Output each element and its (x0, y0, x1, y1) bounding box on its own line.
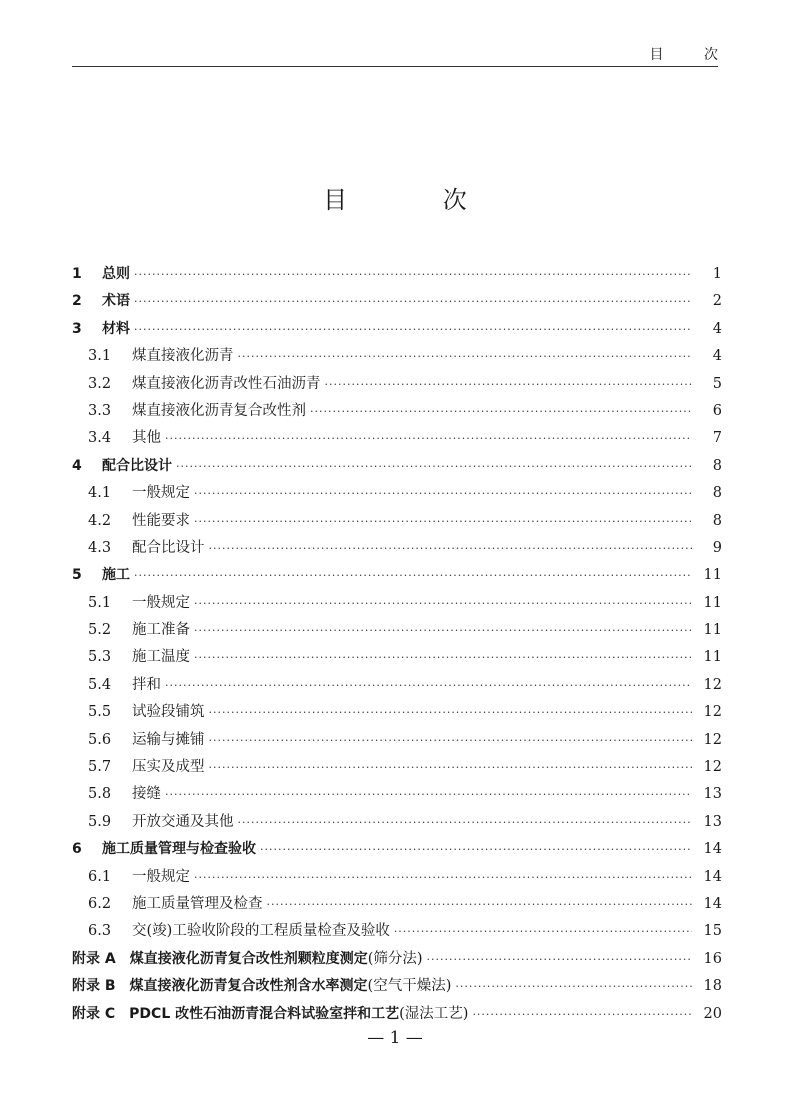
toc-entry-label (130, 973, 452, 1000)
toc-entry-label (132, 535, 205, 562)
toc-entry-number: 5.1 (88, 594, 112, 611)
toc-entry-label (102, 836, 256, 863)
dot-leader (134, 288, 692, 315)
toc-entry-title: 总则 (102, 266, 130, 282)
toc-entry[interactable] (72, 453, 722, 480)
toc-entry[interactable] (72, 590, 722, 617)
toc-entry-title: 其他 (132, 430, 161, 447)
toc-entry-page: 12 (703, 731, 722, 748)
toc-entry-page: 2 (712, 293, 722, 310)
toc-entry-title: 施工质量管理与检查验收 (102, 841, 256, 858)
toc-entry[interactable] (72, 508, 722, 535)
toc-entry-label (132, 343, 234, 370)
page-number: — 1 — (367, 1028, 423, 1048)
toc-entry-number: 3.1 (88, 348, 112, 365)
dot-leader (134, 316, 692, 343)
toc-entry-page: 18 (703, 978, 722, 995)
toc-entry-number: 5.8 (88, 786, 112, 803)
toc-entry-title: PDCL 改性石油沥青混合料试验室拌和工艺 (129, 1005, 400, 1022)
toc-entry-title: 一般规定 (132, 594, 190, 611)
toc-entry-label (132, 918, 390, 945)
toc-entry-number: 6.1 (88, 868, 112, 885)
toc-entry-page: 12 (703, 676, 722, 693)
toc-entry-page: 6 (712, 402, 722, 419)
toc-entry-title: 术语 (102, 293, 130, 310)
toc-entry-page: 13 (703, 786, 722, 803)
dot-leader (238, 343, 693, 370)
toc-entry-number: 5.4 (88, 676, 112, 693)
toc-entry-page: 8 (712, 485, 722, 502)
page-title: 目 次 (323, 186, 511, 214)
toc-entry[interactable] (72, 754, 722, 781)
running-header (72, 44, 736, 67)
toc-entry-label (132, 891, 263, 918)
toc-entry[interactable] (72, 973, 722, 1000)
toc-entry-title: 煤直接液化沥青改性石油沥青 (132, 375, 321, 392)
toc-entry-method: (湿法工艺) (399, 1005, 469, 1022)
toc-entry-label (132, 425, 161, 452)
toc-entry[interactable] (72, 480, 722, 507)
toc-entry-number: 3 (72, 320, 82, 337)
dot-leader (194, 644, 692, 671)
dot-leader (267, 891, 693, 918)
toc-entry-page: 8 (712, 512, 722, 529)
toc-entry-number: 6.2 (88, 895, 112, 912)
running-header-title: 目 次 (649, 47, 736, 63)
toc-entry-title: 拌和 (132, 676, 161, 693)
dot-leader (310, 398, 692, 425)
dot-leader (238, 809, 693, 836)
dot-leader (209, 727, 693, 754)
toc-entry-label (102, 288, 130, 315)
toc-entry-number: 附录 A (72, 950, 116, 967)
dot-leader (165, 781, 692, 808)
toc-entry-label (132, 699, 205, 726)
toc-entry-page: 11 (703, 594, 722, 611)
toc-entry[interactable] (72, 425, 722, 452)
toc-entry[interactable] (72, 918, 722, 945)
toc-entry[interactable] (72, 727, 722, 754)
toc-entry-title: 性能要求 (132, 512, 190, 529)
toc-entry-page: 11 (703, 622, 722, 639)
toc-entry[interactable] (72, 371, 722, 398)
toc-entry-label (102, 316, 130, 343)
toc-entry-page: 14 (703, 841, 722, 858)
toc-entry-label (102, 453, 172, 480)
toc-entry-page: 1 (712, 266, 722, 282)
toc-entry-page: 14 (703, 868, 722, 885)
toc-entry-title: 施工温度 (132, 649, 190, 666)
dot-leader (472, 1001, 692, 1028)
toc-entry[interactable] (72, 535, 722, 562)
toc-entry-number: 5.7 (88, 759, 112, 776)
toc-entry-number: 5.5 (88, 704, 112, 721)
toc-entry-label (132, 781, 161, 808)
toc-entry-number: 6 (72, 841, 82, 858)
toc-entry[interactable] (72, 699, 722, 726)
toc-entry-number: 3.4 (88, 430, 112, 447)
toc-entry[interactable] (72, 891, 722, 918)
toc-entry-title: 交(竣)工验收阶段的工程质量检查及验收 (132, 923, 390, 940)
dot-leader (194, 864, 692, 891)
toc-entry[interactable] (72, 644, 722, 671)
toc-entry-page: 16 (703, 950, 722, 967)
toc-entry-title: 配合比设计 (132, 539, 205, 556)
toc-entry-title: 煤直接液化沥青 (132, 348, 234, 365)
toc-entry-method: (筛分法) (367, 950, 423, 967)
toc-entry-label (132, 864, 190, 891)
dot-leader (325, 371, 693, 398)
toc-entry-number: 3.2 (88, 375, 112, 392)
dot-leader (165, 425, 692, 452)
toc-entry-label (132, 508, 190, 535)
toc-entry[interactable] (72, 1001, 722, 1028)
toc-entry-method: (空气干燥法) (367, 978, 452, 995)
toc-entry-title: 配合比设计 (102, 457, 172, 474)
toc-entry-label (132, 809, 234, 836)
toc-entry-page: 5 (712, 375, 722, 392)
dot-leader (394, 918, 692, 945)
toc-entry-number: 5 (72, 567, 82, 584)
toc-entry-title: 运输与摊铺 (132, 731, 205, 748)
toc-entry-number: 2 (72, 293, 82, 310)
toc-entry-label (132, 644, 190, 671)
toc-entry-title: 开放交通及其他 (132, 813, 234, 830)
toc-entry[interactable] (72, 343, 722, 370)
toc-entry[interactable] (72, 781, 722, 808)
toc-entry-number: 5.9 (88, 813, 112, 830)
toc-entry-page: 4 (712, 348, 722, 365)
toc-entry-label (132, 371, 321, 398)
toc-entry[interactable] (72, 398, 722, 425)
toc-entry-page: 9 (712, 539, 722, 556)
toc-entry[interactable] (72, 617, 722, 644)
dot-leader (165, 672, 692, 699)
toc-entry-page: 12 (703, 759, 722, 776)
toc-entry-title: 施工 (102, 567, 130, 584)
toc-entry[interactable] (72, 562, 722, 589)
toc-entry-page: 20 (703, 1005, 722, 1022)
toc-entry[interactable] (72, 836, 722, 863)
toc-entry-page: 12 (703, 704, 722, 721)
dot-leader (260, 836, 692, 863)
toc-entry-page: 11 (703, 567, 722, 584)
toc-entry-label (132, 398, 306, 425)
toc-entry-page: 8 (712, 457, 722, 474)
toc-entry-number: 3.3 (88, 402, 112, 419)
toc-entry-number: 5.6 (88, 731, 112, 748)
toc-entry-page: 4 (712, 320, 722, 337)
toc-entry-label (102, 562, 130, 589)
dot-leader (194, 480, 692, 507)
toc-entry[interactable] (72, 809, 722, 836)
toc-entry-page: 13 (703, 813, 722, 830)
toc-entry[interactable] (72, 946, 722, 973)
toc-entry-label (132, 754, 205, 781)
dot-leader (209, 535, 693, 562)
toc-entry-number: 5.2 (88, 622, 112, 639)
toc-entry-page: 15 (703, 923, 722, 940)
toc-entry-title: 材料 (102, 320, 130, 337)
toc-entry-title: 一般规定 (132, 868, 190, 885)
dot-leader (176, 453, 692, 480)
toc-entry-label (132, 590, 190, 617)
toc-entry-title: 一般规定 (132, 485, 190, 502)
toc-entry-label (132, 672, 161, 699)
toc-entry-label (132, 617, 190, 644)
toc-entry-title: 煤直接液化沥青复合改性剂含水率测定 (129, 978, 368, 995)
toc-entry-page: 7 (712, 430, 722, 447)
toc-entry-number: 4 (72, 457, 82, 474)
toc-entry-number: 5.3 (88, 649, 112, 666)
toc-entry[interactable] (72, 288, 722, 315)
dot-leader (427, 946, 692, 973)
toc-entry-label (129, 1001, 468, 1028)
dot-leader (209, 754, 693, 781)
toc-entry-number: 4.1 (88, 485, 112, 502)
toc-entry-number: 6.3 (88, 923, 112, 940)
toc-entry[interactable] (72, 261, 722, 288)
toc-entry-label (102, 261, 130, 288)
toc-entry-label (132, 727, 205, 754)
toc-entry-label (130, 946, 423, 973)
toc-entry-title: 煤直接液化沥青复合改性剂 (132, 402, 306, 419)
toc-entry-number: 4.2 (88, 512, 112, 529)
toc-entry-label (132, 480, 190, 507)
dot-leader (209, 699, 693, 726)
dot-leader (134, 261, 692, 288)
dot-leader (455, 973, 692, 1000)
toc-entry-number: 4.3 (88, 539, 112, 556)
toc-entry[interactable] (72, 864, 722, 891)
toc-entry-page: 11 (703, 649, 722, 666)
toc-entry[interactable] (72, 672, 722, 699)
toc-entry-number: 1 (72, 266, 82, 282)
toc-entry-number: 附录 C (72, 1005, 116, 1022)
toc-entry-title: 接缝 (132, 786, 161, 803)
toc-entry[interactable] (72, 316, 722, 343)
table-of-contents (72, 261, 722, 1028)
toc-entry-title: 压实及成型 (132, 759, 205, 776)
toc-entry-title: 施工质量管理及检查 (132, 895, 263, 912)
dot-leader (194, 590, 692, 617)
dot-leader (134, 562, 692, 589)
toc-entry-number: 附录 B (72, 978, 116, 995)
toc-entry-page: 14 (703, 895, 722, 912)
dot-leader (194, 617, 692, 644)
dot-leader (194, 508, 692, 535)
toc-entry-title: 施工准备 (132, 622, 190, 639)
toc-entry-title: 试验段铺筑 (132, 704, 205, 721)
toc-entry-title: 煤直接液化沥青复合改性剂颗粒度测定 (129, 950, 368, 967)
